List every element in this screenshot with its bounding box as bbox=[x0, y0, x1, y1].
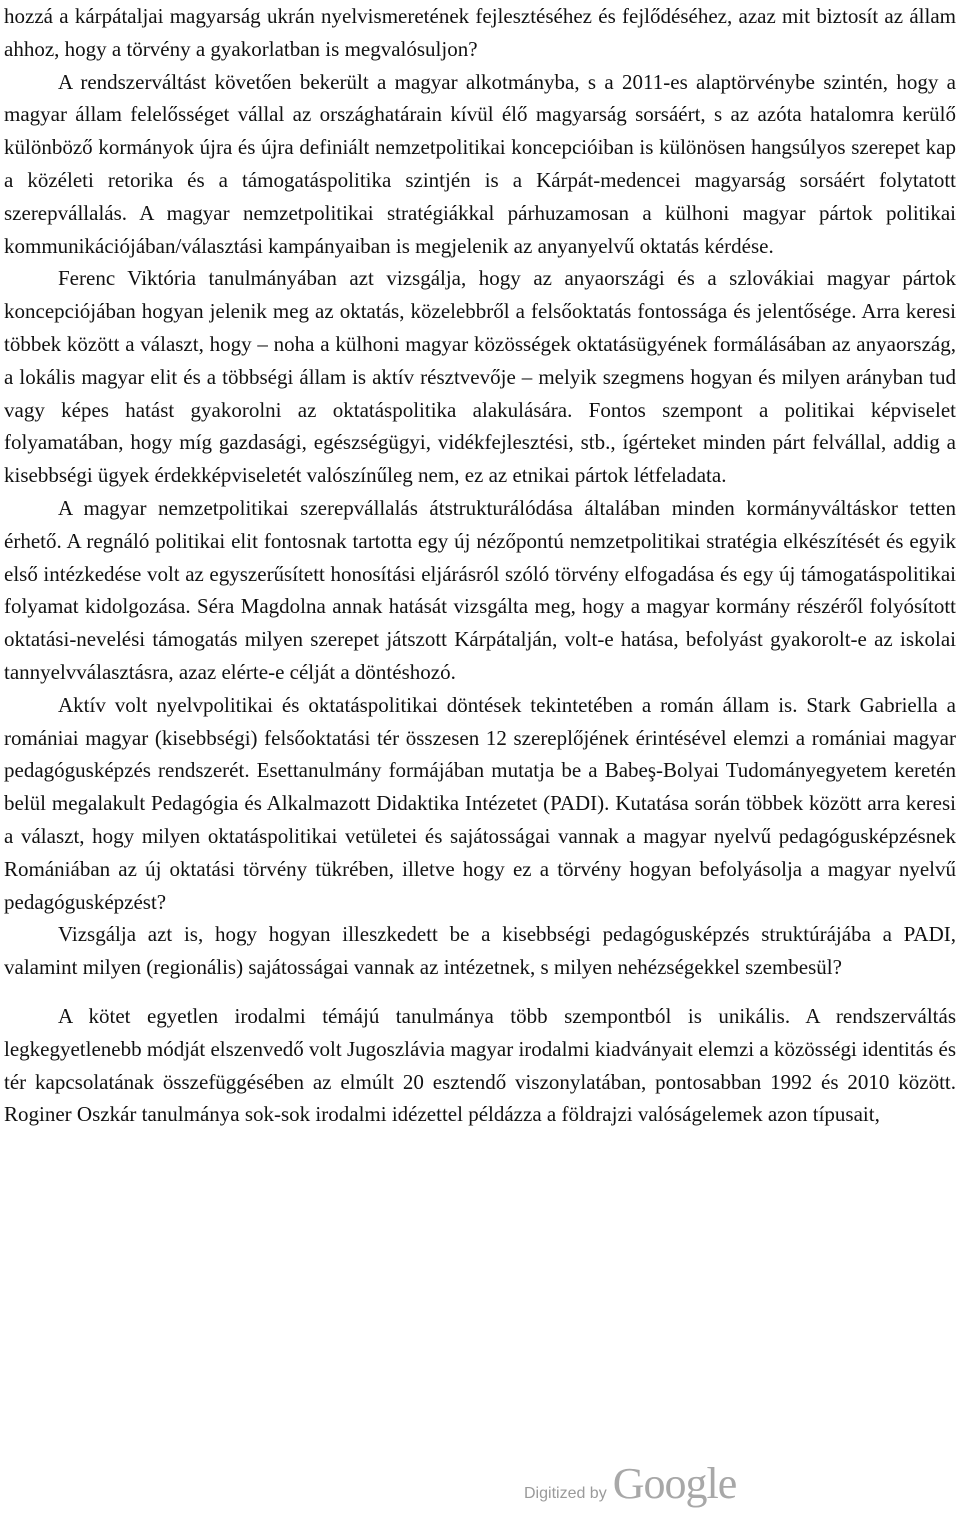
google-logo: Google bbox=[612, 1459, 737, 1508]
paragraph-ferenc-viktoria: Ferenc Viktória tanulmányában azt vizsgálja, hogy az anyaországi és a szlovákiai magyar pártok koncepciójában hogyan jelenik meg az oktatás, közelebbről a felsőoktatás fontossága és jelentősége. Arra keresi többek között a választ, hogy – noha a külhoni magyar közösségek oktatásügyének formálásában az anyaország, a lokális magyar elit és a többségi állam is aktív résztvevője – melyik szegmens hogyan és milyen arányban tud vagy képes hatást gyakorolni az oktatáspolitika alakulására. Fontos szempont a politikai képviselet folyamatában, hogy míg gazdasági, egészségügyi, vidékfejlesztési, stb., ígérteket minden párt felvállal, addig a kisebbségi ügyek érdekképviseletét valószínűleg nem, ez az etnikai pártok létfeladata. bbox=[4, 266, 956, 488]
paragraph-constitution: A rendszerváltást követően bekerült a magyar alkotmányba, s a 2011-es alaptörvénybe szintén, hogy a magyar állam felelősséget vállal az országhatárain kívül élő magyarság sorsáért, s az azóta hatalomra kerülő különböző kormányok újra és újra definiált nemzetpolitikai koncepcióiban is különösen hangsúlyos szerepet kap a közéleti retorika és a támogatáspolitika szintjén is a Kárpát-medencei magyarság sorsáért folytatott szerepvállalás. A magyar nemzetpolitikai stratégiákkal párhuzamosan a külhoni magyar pártok politikai kommunikációjában/választási kampányaiban is megjelenik az anyanyelvű oktatás kérdése. bbox=[4, 69, 956, 258]
watermark-prefix: Digitized by bbox=[524, 1485, 607, 1502]
paragraph-stark-gabriella: Aktív volt nyelvpolitikai és oktatáspolitikai döntések tekintetében a román állam is. Stark Gabriella a romániai magyar (kisebbségi) felsőoktatási tér összesen 12 szereplőjének érintésével elemzi a romániai magyar pedagógusképzés rendszerét. Esettanulmány formájában mutatja be a Babeş-Bolyai Tudományegyetem keretén belül megalakult Pedagógia és Alkalmazott Didaktika Intézetet (PADI). Kutatása során többek között arra keresi a választ, hogy milyen oktatáspolitikai vetületei és sajátosságai vannak a magyar nyelvű pedagógusképzésnek Romániában az új oktatási törvény tükrében, illetve hogy ez a törvény hogyan befolyásolja a magyar nyelvű pedagógusképzést? bbox=[4, 692, 956, 914]
document-page bbox=[4, 0, 956, 1131]
paragraph-continuation: hozzá a kárpátaljai magyarság ukrán nyelvismeretének fejlesztéséhez és fejlődéséhez, azaz mit biztosít az állam ahhoz, hogy a törvény a gyakorlatban is megvalósuljon? bbox=[4, 4, 956, 61]
digitized-watermark bbox=[524, 1458, 736, 1518]
paragraph-padi: Vizsgálja azt is, hogy hogyan illeszkedett be a kisebbségi pedagógusképzés struktúrájába a PADI, valamint milyen (regionális) sajátosságai vannak az intézetnek, s milyen nehézségekkel szembesül? bbox=[4, 922, 956, 980]
paragraph-roginer-oszkar: A kötet egyetlen irodalmi témájú tanulmánya több szempontból is unikális. A rendszerváltás legkegyetlenebb módját elszenvedő volt Jugoszlávia magyar irodalmi kiadványait elemzi a közösségi identitás és tér kapcsolatának összefüggésében az elmúlt 20 esztendő viszonylatában, pontosabban 1992 és 2010 között. Roginer Oszkár tanulmánya sok-sok irodalmi idézettel példázza a földrajzi valóságelemek azon típusait, bbox=[4, 1003, 956, 1127]
paragraph-sera-magdolna: A magyar nemzetpolitikai szerepvállalás átstrukturálódása általában minden kormányváltáskor tetten érhető. A regnáló politikai elit fontosnak tartotta egy új nézőpontú nemzetpolitikai stratégia elkészítését és egyik első intézkedése volt az egyszerűsített honosítási eljárásról szóló törvény elfogadása és egy új támogatáspolitikai folyamat kidolgozása. Séra Magdolna annak hatását vizsgálta meg, hogy a magyar kormány részéről folyósított oktatási-nevelési támogatás milyen szerepet játszott Kárpátalján, volt-e hatása, befolyást gyakorolt-e az iskolai tannyelvválasztásra, azaz elérte-e célját a döntéshozó. bbox=[4, 495, 956, 684]
